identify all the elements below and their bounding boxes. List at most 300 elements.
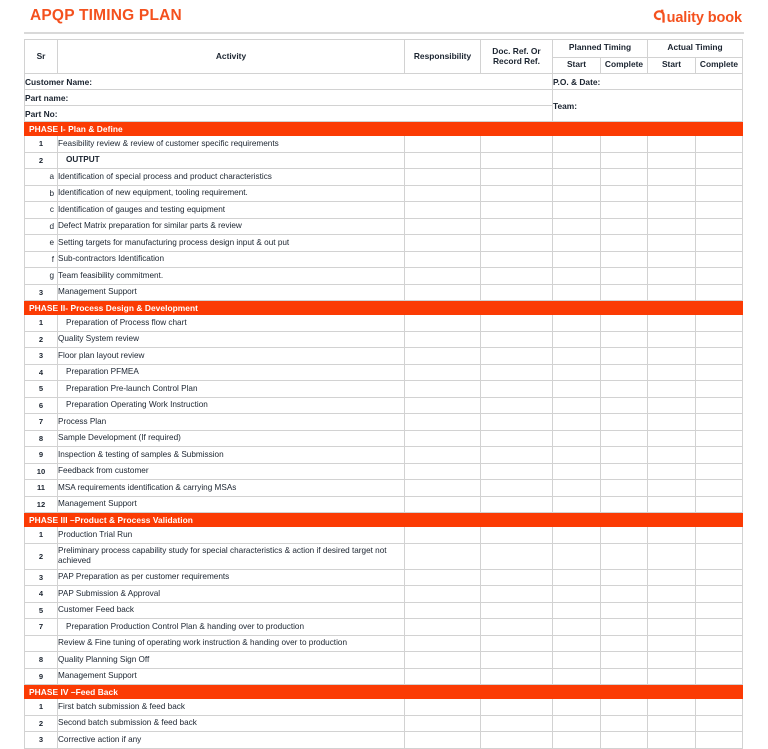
table-row	[25, 169, 743, 186]
row-responsibility[interactable]	[405, 348, 481, 365]
row-activity: Feasibility review & review of customer specific requirements	[58, 136, 405, 153]
row-planned-start[interactable]	[553, 381, 601, 398]
row-actual-complete[interactable]	[696, 185, 743, 202]
row-actual-complete[interactable]	[696, 447, 743, 464]
q-logo-icon	[652, 9, 667, 24]
row-doc-ref[interactable]	[481, 218, 553, 235]
table-row	[25, 218, 743, 235]
row-responsibility[interactable]	[405, 397, 481, 414]
row-doc-ref[interactable]	[481, 364, 553, 381]
part-no-field[interactable]: Part No:	[25, 106, 553, 122]
table-row	[25, 635, 743, 652]
row-doc-ref[interactable]	[481, 251, 553, 268]
row-activity: Quality System review	[58, 331, 405, 348]
row-planned-start[interactable]	[553, 543, 601, 569]
row-planned-start[interactable]	[553, 430, 601, 447]
row-doc-ref[interactable]	[481, 202, 553, 219]
row-sr: a	[25, 169, 58, 186]
table-row	[25, 185, 743, 202]
row-actual-start[interactable]	[648, 202, 696, 219]
row-planned-complete[interactable]	[601, 169, 648, 186]
row-responsibility[interactable]	[405, 480, 481, 497]
phase-header-row	[25, 513, 743, 527]
row-activity: Feedback from customer	[58, 463, 405, 480]
row-planned-start[interactable]	[553, 218, 601, 235]
row-planned-start[interactable]	[553, 480, 601, 497]
row-planned-start[interactable]	[553, 414, 601, 431]
row-responsibility[interactable]	[405, 414, 481, 431]
row-planned-start[interactable]	[553, 315, 601, 332]
row-planned-complete[interactable]	[601, 635, 648, 652]
row-doc-ref[interactable]	[481, 235, 553, 252]
row-planned-complete[interactable]	[601, 619, 648, 636]
brand-name: uality book	[666, 9, 742, 26]
row-actual-complete[interactable]	[696, 268, 743, 285]
row-responsibility[interactable]	[405, 463, 481, 480]
row-actual-start[interactable]	[648, 169, 696, 186]
row-sr: 5	[25, 381, 58, 398]
row-planned-start[interactable]	[553, 586, 601, 603]
row-sr: 2	[25, 152, 58, 169]
row-planned-start[interactable]	[553, 668, 601, 685]
row-planned-complete[interactable]	[601, 315, 648, 332]
table-row	[25, 430, 743, 447]
table-row	[25, 152, 743, 169]
table-row	[25, 268, 743, 285]
row-planned-complete[interactable]	[601, 447, 648, 464]
info-row-customer	[25, 74, 743, 90]
row-doc-ref[interactable]	[481, 569, 553, 586]
row-actual-complete[interactable]	[696, 414, 743, 431]
table-row	[25, 586, 743, 603]
row-actual-complete[interactable]	[696, 586, 743, 603]
row-actual-start[interactable]	[648, 668, 696, 685]
row-doc-ref[interactable]	[481, 268, 553, 285]
row-planned-complete[interactable]	[601, 543, 648, 569]
row-planned-start[interactable]	[553, 732, 601, 749]
row-sr: 8	[25, 430, 58, 447]
row-responsibility[interactable]	[405, 635, 481, 652]
row-sr: 8	[25, 652, 58, 669]
row-doc-ref[interactable]	[481, 315, 553, 332]
row-actual-start[interactable]	[648, 430, 696, 447]
row-doc-ref[interactable]	[481, 284, 553, 301]
row-actual-complete[interactable]	[696, 543, 743, 569]
table-row	[25, 447, 743, 464]
row-responsibility[interactable]	[405, 268, 481, 285]
row-doc-ref[interactable]	[481, 463, 553, 480]
row-actual-complete[interactable]	[696, 331, 743, 348]
row-actual-complete[interactable]	[696, 668, 743, 685]
row-planned-start[interactable]	[553, 652, 601, 669]
row-planned-complete[interactable]	[601, 348, 648, 365]
row-responsibility[interactable]	[405, 185, 481, 202]
row-actual-start[interactable]	[648, 652, 696, 669]
row-activity: PAP Submission & Approval	[58, 586, 405, 603]
phase-header-row	[25, 301, 743, 315]
row-doc-ref[interactable]	[481, 430, 553, 447]
row-activity: Production Trial Run	[58, 527, 405, 544]
row-actual-start[interactable]	[648, 136, 696, 153]
row-sr: 2	[25, 331, 58, 348]
row-planned-start[interactable]	[553, 602, 601, 619]
row-planned-start[interactable]	[553, 185, 601, 202]
row-responsibility[interactable]	[405, 447, 481, 464]
row-sr: 1	[25, 699, 58, 716]
row-actual-start[interactable]	[648, 414, 696, 431]
row-responsibility[interactable]	[405, 235, 481, 252]
row-responsibility[interactable]	[405, 543, 481, 569]
table-row	[25, 668, 743, 685]
timing-plan-sheet	[24, 39, 742, 749]
row-actual-complete[interactable]	[696, 732, 743, 749]
row-actual-start[interactable]	[648, 381, 696, 398]
row-sr: 3	[25, 569, 58, 586]
row-actual-complete[interactable]	[696, 430, 743, 447]
row-actual-start[interactable]	[648, 463, 696, 480]
row-planned-start[interactable]	[553, 569, 601, 586]
row-actual-complete[interactable]	[696, 652, 743, 669]
row-actual-start[interactable]	[648, 496, 696, 513]
row-doc-ref[interactable]	[481, 732, 553, 749]
row-doc-ref[interactable]	[481, 619, 553, 636]
phase-title: PHASE IV –Feed Back	[25, 685, 743, 699]
row-doc-ref[interactable]	[481, 635, 553, 652]
row-planned-complete[interactable]	[601, 364, 648, 381]
row-actual-start[interactable]	[648, 268, 696, 285]
row-activity: Identification of gauges and testing equipment	[58, 202, 405, 219]
row-planned-start[interactable]	[553, 463, 601, 480]
row-planned-complete[interactable]	[601, 715, 648, 732]
row-actual-start[interactable]	[648, 569, 696, 586]
row-doc-ref[interactable]	[481, 185, 553, 202]
row-sr	[25, 635, 58, 652]
row-sr: 12	[25, 496, 58, 513]
row-planned-start[interactable]	[553, 527, 601, 544]
row-planned-complete[interactable]	[601, 527, 648, 544]
row-actual-complete[interactable]	[696, 463, 743, 480]
row-actual-complete[interactable]	[696, 235, 743, 252]
row-doc-ref[interactable]	[481, 602, 553, 619]
row-responsibility[interactable]	[405, 602, 481, 619]
row-planned-start[interactable]	[553, 699, 601, 716]
row-responsibility[interactable]	[405, 364, 481, 381]
row-actual-complete[interactable]	[696, 136, 743, 153]
row-responsibility[interactable]	[405, 586, 481, 603]
phase-header-row	[25, 122, 743, 136]
row-doc-ref[interactable]	[481, 348, 553, 365]
row-actual-complete[interactable]	[696, 619, 743, 636]
row-planned-complete[interactable]	[601, 414, 648, 431]
row-actual-start[interactable]	[648, 480, 696, 497]
row-planned-complete[interactable]	[601, 331, 648, 348]
row-planned-start[interactable]	[553, 152, 601, 169]
row-planned-complete[interactable]	[601, 652, 648, 669]
row-planned-complete[interactable]	[601, 218, 648, 235]
row-responsibility[interactable]	[405, 668, 481, 685]
row-actual-complete[interactable]	[696, 381, 743, 398]
table-row	[25, 315, 743, 332]
row-actual-start[interactable]	[648, 315, 696, 332]
col-doc-ref	[481, 40, 553, 74]
row-planned-start[interactable]	[553, 251, 601, 268]
row-planned-start[interactable]	[553, 619, 601, 636]
row-actual-start[interactable]	[648, 364, 696, 381]
row-responsibility[interactable]	[405, 218, 481, 235]
info-row-partname	[25, 90, 743, 106]
row-actual-start[interactable]	[648, 602, 696, 619]
row-doc-ref[interactable]	[481, 152, 553, 169]
row-planned-complete[interactable]	[601, 397, 648, 414]
row-actual-complete[interactable]	[696, 152, 743, 169]
row-activity: First batch submission & feed back	[58, 699, 405, 716]
row-activity: MSA requirements identification & carrying MSAs	[58, 480, 405, 497]
phase-title: PHASE II- Process Design & Development	[25, 301, 743, 315]
page-title: APQP TIMING PLAN	[30, 7, 182, 24]
po-date-field[interactable]: P.O. & Date:	[553, 74, 743, 90]
row-actual-complete[interactable]	[696, 218, 743, 235]
row-planned-start[interactable]	[553, 364, 601, 381]
row-sr: 2	[25, 715, 58, 732]
row-planned-complete[interactable]	[601, 202, 648, 219]
row-actual-complete[interactable]	[696, 348, 743, 365]
row-planned-start[interactable]	[553, 715, 601, 732]
row-planned-start[interactable]	[553, 169, 601, 186]
row-actual-complete[interactable]	[696, 635, 743, 652]
row-planned-complete[interactable]	[601, 284, 648, 301]
row-doc-ref[interactable]	[481, 715, 553, 732]
table-body	[25, 122, 743, 749]
row-planned-complete[interactable]	[601, 699, 648, 716]
row-planned-complete[interactable]	[601, 586, 648, 603]
row-actual-complete[interactable]	[696, 169, 743, 186]
row-responsibility[interactable]	[405, 715, 481, 732]
col-actual-timing: Actual Timing	[648, 40, 743, 58]
row-actual-complete[interactable]	[696, 496, 743, 513]
col-doc-ref-line1: Doc. Ref. Or	[492, 45, 541, 56]
row-doc-ref[interactable]	[481, 136, 553, 153]
row-actual-start[interactable]	[648, 635, 696, 652]
table-row	[25, 652, 743, 669]
phase-header-row	[25, 685, 743, 699]
row-sr: 3	[25, 732, 58, 749]
row-actual-start[interactable]	[648, 397, 696, 414]
row-actual-complete[interactable]	[696, 527, 743, 544]
row-actual-complete[interactable]	[696, 284, 743, 301]
row-actual-start[interactable]	[648, 543, 696, 569]
row-planned-complete[interactable]	[601, 185, 648, 202]
row-activity: Sample Development (If required)	[58, 430, 405, 447]
row-activity: Second batch submission & feed back	[58, 715, 405, 732]
row-actual-complete[interactable]	[696, 715, 743, 732]
table-row	[25, 251, 743, 268]
col-doc-ref-line2: Record Ref.	[492, 55, 540, 66]
row-actual-complete[interactable]	[696, 251, 743, 268]
row-responsibility[interactable]	[405, 284, 481, 301]
row-activity: Team feasibility commitment.	[58, 268, 405, 285]
row-doc-ref[interactable]	[481, 652, 553, 669]
row-doc-ref[interactable]	[481, 586, 553, 603]
row-planned-start[interactable]	[553, 235, 601, 252]
row-activity: Quality Planning Sign Off	[58, 652, 405, 669]
row-responsibility[interactable]	[405, 202, 481, 219]
row-planned-complete[interactable]	[601, 496, 648, 513]
row-planned-complete[interactable]	[601, 480, 648, 497]
row-responsibility[interactable]	[405, 430, 481, 447]
row-sr: d	[25, 218, 58, 235]
row-responsibility[interactable]	[405, 152, 481, 169]
table-row	[25, 284, 743, 301]
table-row	[25, 364, 743, 381]
col-planned-complete: Complete	[601, 57, 648, 74]
row-responsibility[interactable]	[405, 527, 481, 544]
row-planned-complete[interactable]	[601, 602, 648, 619]
row-doc-ref[interactable]	[481, 414, 553, 431]
row-actual-complete[interactable]	[696, 569, 743, 586]
row-responsibility[interactable]	[405, 652, 481, 669]
row-sr: 11	[25, 480, 58, 497]
table-header	[25, 40, 743, 74]
row-activity: Corrective action if any	[58, 732, 405, 749]
row-actual-start[interactable]	[648, 284, 696, 301]
row-planned-complete[interactable]	[601, 430, 648, 447]
row-planned-complete[interactable]	[601, 569, 648, 586]
row-sr: 3	[25, 284, 58, 301]
row-planned-complete[interactable]	[601, 463, 648, 480]
row-responsibility[interactable]	[405, 331, 481, 348]
row-actual-start[interactable]	[648, 235, 696, 252]
table-row	[25, 235, 743, 252]
row-actual-start[interactable]	[648, 185, 696, 202]
row-actual-complete[interactable]	[696, 699, 743, 716]
row-activity: Preparation Production Control Plan & handing over to production	[58, 619, 405, 636]
row-planned-start[interactable]	[553, 635, 601, 652]
row-planned-complete[interactable]	[601, 732, 648, 749]
customer-name-field[interactable]: Customer Name:	[25, 74, 553, 90]
row-actual-start[interactable]	[648, 331, 696, 348]
row-actual-complete[interactable]	[696, 397, 743, 414]
row-actual-start[interactable]	[648, 715, 696, 732]
row-planned-start[interactable]	[553, 284, 601, 301]
row-planned-complete[interactable]	[601, 268, 648, 285]
row-sr: f	[25, 251, 58, 268]
row-planned-complete[interactable]	[601, 251, 648, 268]
row-sr: 4	[25, 586, 58, 603]
row-actual-start[interactable]	[648, 586, 696, 603]
row-sr: 3	[25, 348, 58, 365]
row-responsibility[interactable]	[405, 732, 481, 749]
row-sr: e	[25, 235, 58, 252]
row-actual-start[interactable]	[648, 218, 696, 235]
col-actual-start: Start	[648, 57, 696, 74]
row-responsibility[interactable]	[405, 381, 481, 398]
row-actual-start[interactable]	[648, 619, 696, 636]
row-activity: Floor plan layout review	[58, 348, 405, 365]
row-planned-complete[interactable]	[601, 136, 648, 153]
row-sr: 5	[25, 602, 58, 619]
row-planned-start[interactable]	[553, 268, 601, 285]
row-responsibility[interactable]	[405, 569, 481, 586]
row-doc-ref[interactable]	[481, 668, 553, 685]
row-planned-start[interactable]	[553, 136, 601, 153]
row-planned-start[interactable]	[553, 348, 601, 365]
row-doc-ref[interactable]	[481, 543, 553, 569]
row-actual-start[interactable]	[648, 447, 696, 464]
row-responsibility[interactable]	[405, 251, 481, 268]
col-planned-timing: Planned Timing	[553, 40, 648, 58]
row-doc-ref[interactable]	[481, 699, 553, 716]
row-planned-complete[interactable]	[601, 381, 648, 398]
row-activity: Defect Matrix preparation for similar parts & review	[58, 218, 405, 235]
row-responsibility[interactable]	[405, 619, 481, 636]
row-doc-ref[interactable]	[481, 480, 553, 497]
row-planned-start[interactable]	[553, 447, 601, 464]
row-doc-ref[interactable]	[481, 496, 553, 513]
col-sr: Sr	[25, 40, 58, 74]
row-activity: Preparation of Process flow chart	[58, 315, 405, 332]
row-actual-start[interactable]	[648, 732, 696, 749]
col-activity: Activity	[58, 40, 405, 74]
row-planned-complete[interactable]	[601, 152, 648, 169]
document-header	[24, 0, 744, 34]
part-name-field[interactable]: Part name:	[25, 90, 553, 106]
row-sr: 2	[25, 543, 58, 569]
row-sr: c	[25, 202, 58, 219]
row-planned-complete[interactable]	[601, 668, 648, 685]
row-planned-start[interactable]	[553, 202, 601, 219]
row-planned-complete[interactable]	[601, 235, 648, 252]
row-activity: Inspection & testing of samples & Submission	[58, 447, 405, 464]
row-activity: Preliminary process capability study for special characteristics & action if desired target not achieved	[58, 543, 405, 569]
row-actual-complete[interactable]	[696, 480, 743, 497]
row-doc-ref[interactable]	[481, 397, 553, 414]
row-planned-start[interactable]	[553, 331, 601, 348]
row-activity: Identification of special process and product characteristics	[58, 169, 405, 186]
row-actual-complete[interactable]	[696, 364, 743, 381]
row-actual-start[interactable]	[648, 152, 696, 169]
phase-title: PHASE I- Plan & Define	[25, 122, 743, 136]
row-responsibility[interactable]	[405, 169, 481, 186]
row-sr: b	[25, 185, 58, 202]
row-actual-complete[interactable]	[696, 315, 743, 332]
row-doc-ref[interactable]	[481, 331, 553, 348]
row-activity: Process Plan	[58, 414, 405, 431]
row-planned-start[interactable]	[553, 496, 601, 513]
row-doc-ref[interactable]	[481, 447, 553, 464]
table-row	[25, 331, 743, 348]
row-doc-ref[interactable]	[481, 381, 553, 398]
row-activity: Management Support	[58, 668, 405, 685]
row-actual-complete[interactable]	[696, 202, 743, 219]
row-actual-start[interactable]	[648, 527, 696, 544]
row-sr: 10	[25, 463, 58, 480]
col-actual-complete: Complete	[696, 57, 743, 74]
row-doc-ref[interactable]	[481, 527, 553, 544]
row-actual-complete[interactable]	[696, 602, 743, 619]
row-actual-start[interactable]	[648, 699, 696, 716]
row-responsibility[interactable]	[405, 315, 481, 332]
row-planned-start[interactable]	[553, 397, 601, 414]
row-actual-start[interactable]	[648, 348, 696, 365]
table-row	[25, 397, 743, 414]
row-sr: 1	[25, 136, 58, 153]
row-responsibility[interactable]	[405, 496, 481, 513]
row-doc-ref[interactable]	[481, 169, 553, 186]
row-responsibility[interactable]	[405, 136, 481, 153]
row-responsibility[interactable]	[405, 699, 481, 716]
team-field[interactable]: Team:	[553, 90, 743, 122]
row-actual-start[interactable]	[648, 251, 696, 268]
